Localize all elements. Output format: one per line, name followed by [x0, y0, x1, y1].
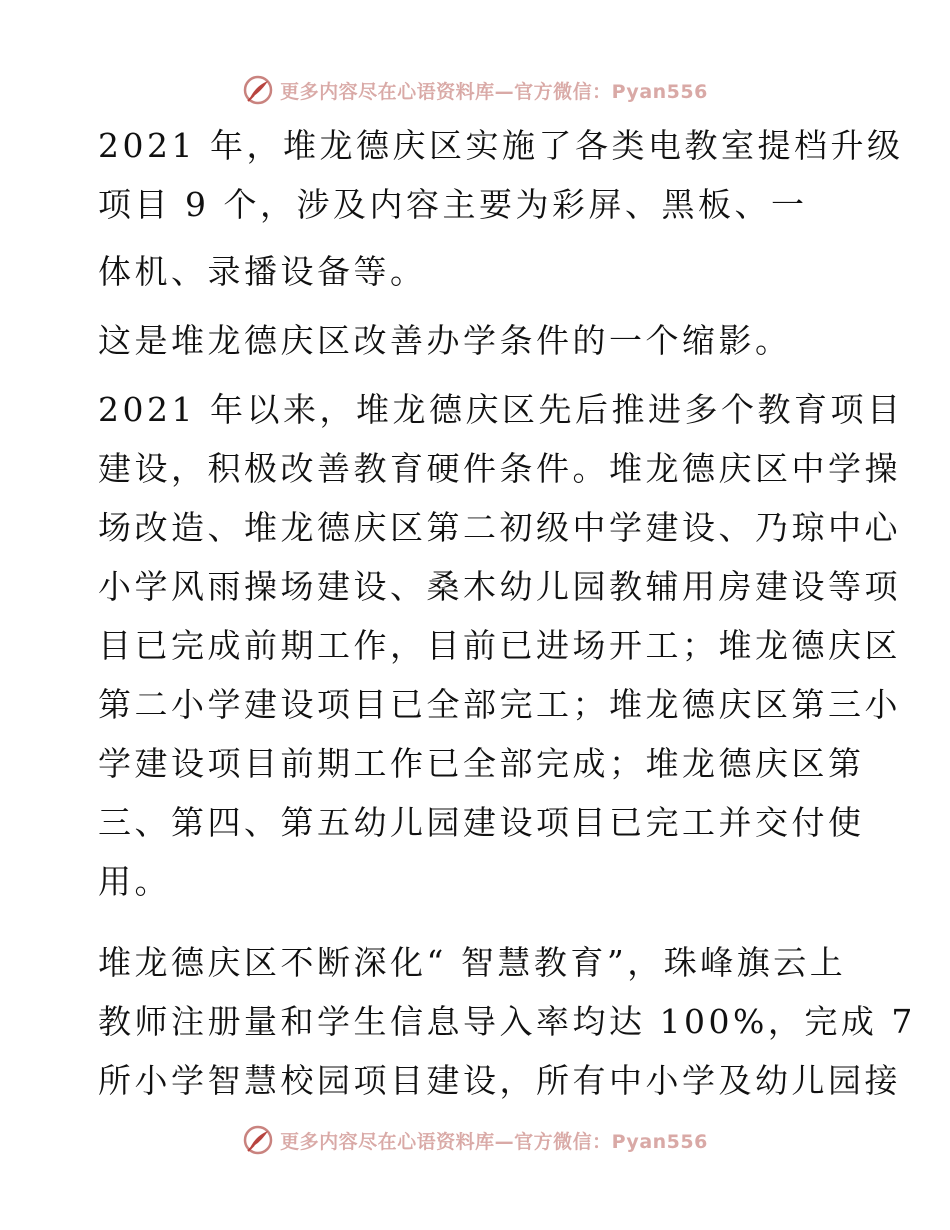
paragraph-line: 三、第四、第五幼儿园建设项目已完工并交付使 — [98, 803, 865, 842]
paragraph-line: 场改造、堆龙德庆区第二初级中学建设、乃琼中心 — [98, 508, 901, 547]
paragraph-5 — [98, 933, 916, 1110]
feather-pen-logo-icon — [242, 74, 274, 106]
header-watermark — [0, 70, 950, 110]
paragraph-line: 小学风雨操场建设、桑木幼儿园教辅用房建设等项 — [98, 567, 901, 606]
paragraph-line: 第二小学建设项目已全部完工；堆龙德庆区第三小 — [98, 685, 901, 724]
paragraph-line: 目已完成前期工作，目前已进场开工；堆龙德庆区 — [98, 626, 901, 665]
paragraph-line: 2021 年以来，堆龙德庆区先后推进多个教育项目 — [98, 390, 904, 429]
paragraph-2 — [98, 242, 858, 301]
paragraph-line: 建设，积极改善教育硬件条件。堆龙德庆区中学操 — [98, 449, 901, 488]
footer-watermark — [0, 1120, 950, 1160]
paragraph-line: 这是堆龙德庆区改善办学条件的一个缩影。 — [98, 321, 792, 360]
watermark-text: 更多内容尽在心语资料库—官方微信：Pyan556 — [280, 1130, 708, 1153]
paragraph-line: 所小学智慧校园项目建设，所有中小学及幼儿园接 — [98, 1061, 901, 1100]
feather-pen-logo-icon — [242, 1124, 274, 1156]
paragraph-line: 堆龙德庆区不断深化“ 智慧教育”，珠峰旗云上 — [98, 943, 847, 982]
watermark-text: 更多内容尽在心语资料库—官方微信：Pyan556 — [280, 80, 708, 103]
paragraph-line: 用。 — [98, 862, 171, 901]
paragraph-4 — [98, 380, 904, 911]
paragraph-line: 项目 9 个，涉及内容主要为彩屏、黑板、一 — [98, 185, 808, 224]
document-body — [98, 116, 916, 1110]
paragraph-line: 教师注册量和学生信息导入率均达 100%，完成 7 — [98, 1002, 916, 1041]
paragraph-1 — [98, 116, 904, 234]
paragraph-line: 学建设项目前期工作已全部完成；堆龙德庆区第 — [98, 744, 865, 783]
paragraph-3 — [98, 311, 858, 370]
paragraph-line: 2021 年，堆龙德庆区实施了各类电教室提档升级 — [98, 126, 904, 165]
paragraph-line: 体机、录播设备等。 — [98, 252, 427, 291]
